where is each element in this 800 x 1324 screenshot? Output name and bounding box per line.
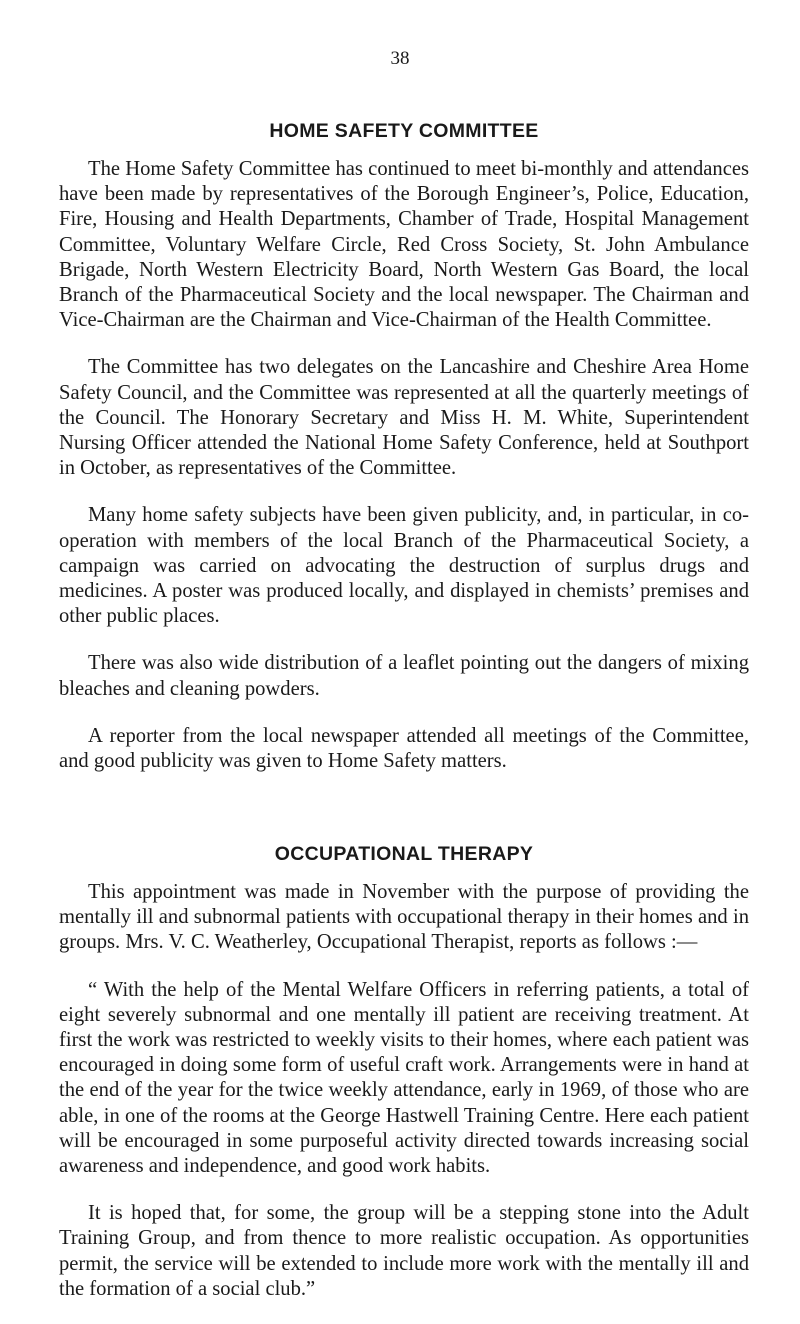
paragraph: It is hoped that, for some, the group will be a stepping stone into the Adult Training Group, and from thence to more realistic occupation. As opportunities permit, the service will be extended to include more work with the mentally ill and the formation of a social club.” xyxy=(59,1202,749,1300)
home-safety-section xyxy=(59,120,749,796)
paragraph: Many home safety subjects have been given publicity, and, in particular, in co-operation with members of the local Branch of the Pharmaceutical Society, a campaign was carried on advocating the destruction of surplus drugs and medicines. A poster was produced locally, and displayed in chemists’ premises and other public places. xyxy=(59,504,749,628)
section-heading-home-safety: HOME SAFETY COMMITTEE xyxy=(269,120,539,142)
occupational-therapy-section xyxy=(59,843,749,1324)
paragraph: “ With the help of the Mental Welfare Officers in referring patients, a total of eight severely subnormal and one mentally ill patient are receiving treatment. At first the work was restricted to weekly visits to their homes, where each patient was encouraged in doing some form of useful craft work. Arrangements were in hand at the end of the year for the twice weekly attendance, early in 1969, of those who are able, in one of the rooms at the George Hastwell Training Centre. Here each patient will be encouraged in some purposeful activity directed towards increasing social awareness and independence, and good work habits. xyxy=(59,978,749,1178)
paragraph: This appointment was made in November with the purpose of providing the mentally ill and subnormal patients with occupational therapy in their homes and in groups. Mrs. V. C. Weatherley, Occupational Therapist, reports as follows :— xyxy=(59,881,749,954)
page-number: 38 xyxy=(390,48,410,69)
paragraph: A reporter from the local newspaper attended all meetings of the Committee, and good publicity was given to Home Safety matters. xyxy=(59,724,749,773)
section-heading-occupational-therapy: OCCUPATIONAL THERAPY xyxy=(274,843,534,865)
paragraph: There was also wide distribution of a leaflet pointing out the dangers of mixing bleaches and cleaning powders. xyxy=(59,652,749,700)
paragraph: The Home Safety Committee has continued to meet bi-monthly and attendances have been made by representatives of the Borough Engineer’s, Police, Education, Fire, Housing and Health Departments, Chamber of Trade, Hospital Management Committee, Voluntary Welfare Circle, Red Cross Society, St. John Ambulance Brigade, North Western Electricity Board, North Western Gas Board, the local Branch of the Pharmaceutical Society and the local newspaper. The Chairman and Vice-Chairman are the Chairman and Vice-Chairman of the Health Committee. xyxy=(59,158,749,332)
paragraph: The Committee has two delegates on the Lancashire and Cheshire Area Home Safety Council, and the Committee was represented at all the quarterly meetings of the Council. The Honorary Secretary and Miss H. M. White, Superintendent Nursing Officer attended the National Home Safety Conference, held at Southport in October, as representatives of the Committee. xyxy=(59,356,749,480)
